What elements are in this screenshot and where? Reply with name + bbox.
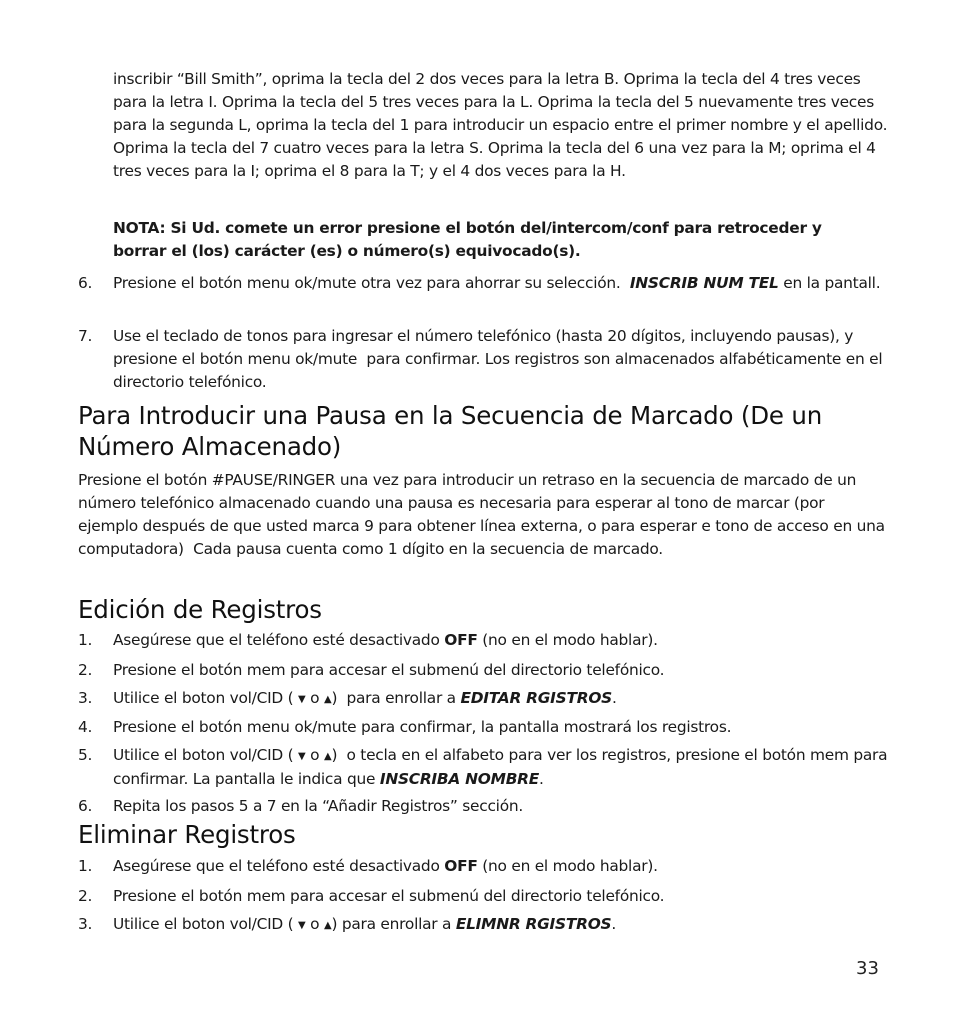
list-item: 5. Utilice el boton vol/CID ( ▼ o ▲) o tecla en el alfabeto para ver los registros, presione el botón mem para confirmar. La pantalla le indica que INSCRIBA NOMBRE. xyxy=(78,746,888,788)
list-item: 1. Asegúrese que el teléfono esté desactivado OFF (no en el modo hablar). xyxy=(78,631,658,649)
page-number: 33 xyxy=(856,958,879,979)
list-item: 6. Repita los pasos 5 a 7 en la “Añadir Registros” sección. xyxy=(78,797,524,815)
list-item: 1. Asegúrese que el teléfono esté desactivado OFF (no en el modo hablar). xyxy=(78,857,658,875)
arrow-up-icon: ▲ xyxy=(323,694,332,705)
screen-message: INSCRIB NUM TEL xyxy=(629,274,779,292)
list-item: 2. Presione el botón mem para accesar el submenú del directorio telefónico. xyxy=(78,661,665,679)
pause-paragraph: Presione el botón #PAUSE/RINGER una vez para introducir un retraso en la secuencia de marcado de un número telefónico almacenado cuando una pausa es necesaria para esperar al tono de marcar (por ejemplo después de que usted marca 9 para obtener línea externa, o para esperar e tono de acceso en una computadora) Cada pausa cuenta como 1 dígito en la secuencia de marcado. xyxy=(78,471,885,558)
arrow-up-icon: ▲ xyxy=(323,751,332,762)
intro-paragraph: inscribir “Bill Smith”, oprima la tecla del 2 dos veces para la letra B. Oprima la tecla del 4 tres veces para la letra I. Oprima la tecla del 5 tres veces para la L. Oprima la tecla del 5 nuevamente tres veces para la segunda L, oprima la tecla del 1 para introducir un espacio entre el primer nombre y el apellido. Oprima la tecla del 7 cuatro veces para la letra S. Oprima la tecla del 6 una vez para la M; oprima el 4 tres veces para la I; oprima el 8 para la T; y el 4 dos veces para la H. xyxy=(113,70,888,180)
list-item: 4. Presione el botón menu ok/mute para confirmar, la pantalla mostrará los registros. xyxy=(78,718,732,736)
list-item: 3. Utilice el boton vol/CID ( ▼ o ▲) para enrollar a ELIMNR RGISTROS. xyxy=(78,913,890,937)
section-heading-pause: Para Introducir una Pausa en la Secuencia de Marcado (De un Número Almacenado) xyxy=(78,401,823,461)
screen-message: INSCRIBA NOMBRE xyxy=(379,770,540,788)
section-heading-edit: Edición de Registros xyxy=(78,595,322,624)
screen-message: EDITAR RGISTROS xyxy=(460,689,612,707)
list-item: 7. Use el teclado de tonos para ingresar el número telefónico (hasta 20 dígitos, incluyendo pausas), y presione el botón menu ok/mute para confirmar. Los registros son almacenados alfabéticamente en el directorio telefónico. xyxy=(78,327,883,391)
list-item: 3. Utilice el boton vol/CID ( ▼ o ▲) para enrollar a EDITAR RGISTROS. xyxy=(78,687,890,711)
arrow-down-icon: ▼ xyxy=(298,694,306,705)
arrow-down-icon: ▼ xyxy=(298,751,306,762)
arrow-up-icon: ▲ xyxy=(323,920,332,931)
arrow-down-icon: ▼ xyxy=(298,920,306,931)
section-heading-delete: Eliminar Registros xyxy=(78,820,296,849)
note-text: NOTA: Si Ud. comete un error presione el botón del/intercom/conf para retroceder y borrar el (los) carácter (es) o número(s) equivocado(s). xyxy=(113,219,822,260)
screen-message: ELIMNR RGISTROS xyxy=(455,915,612,933)
list-item: 2. Presione el botón mem para accesar el submenú del directorio telefónico. xyxy=(78,887,665,905)
list-item: 6. Presione el botón menu ok/mute otra vez para ahorrar su selección. INSCRIB NUM TEL en la pantall. xyxy=(78,274,881,292)
